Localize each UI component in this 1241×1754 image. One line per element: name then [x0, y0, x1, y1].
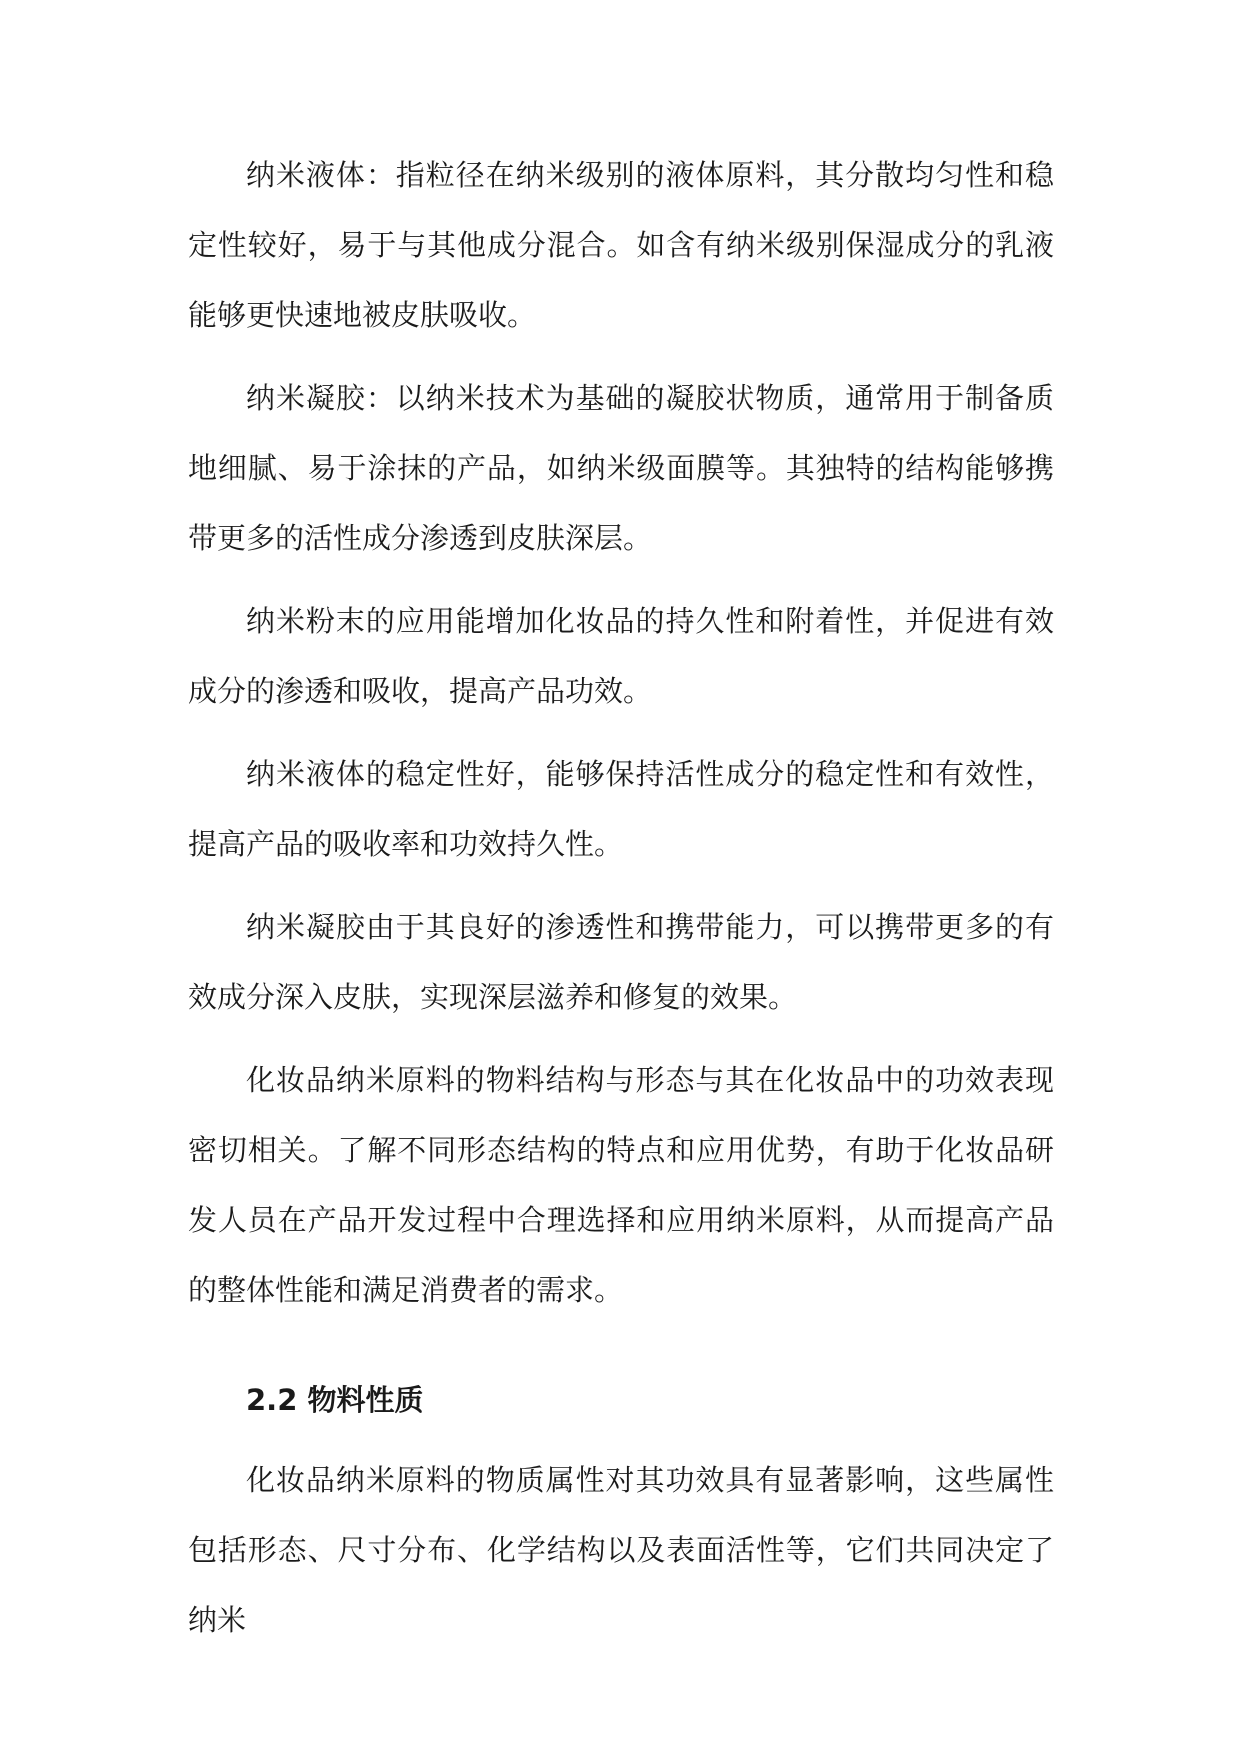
paragraph-nano-liquid: 纳米液体：指粒径在纳米级别的液体原料，其分散均匀性和稳定性较好，易于与其他成分混合。如含有纳米级别保湿成分的乳液能够更快速地被皮肤吸收。	[188, 158, 1054, 332]
section-heading: 2.2 物料性质	[246, 1383, 424, 1417]
paragraph-nano-gel-penetration: 纳米凝胶由于其良好的渗透性和携带能力，可以携带更多的有效成分深入皮肤，实现深层滋养和修复的效果。	[188, 910, 1054, 1014]
paragraph-structure-summary: 化妆品纳米原料的物料结构与形态与其在化妆品中的功效表现密切相关。了解不同形态结构的特点和应用优势，有助于化妆品研发人员在产品开发过程中合理选择和应用纳米原料，从而提高产品的整体性能和满足消费者的需求。	[188, 1063, 1054, 1307]
document-page	[188, 140, 1054, 1668]
paragraph-nano-powder-application: 纳米粉末的应用能增加化妆品的持久性和附着性，并促进有效成分的渗透和吸收，提高产品功效。	[188, 604, 1054, 708]
paragraph-nano-gel: 纳米凝胶：以纳米技术为基础的凝胶状物质，通常用于制备质地细腻、易于涂抹的产品，如纳米级面膜等。其独特的结构能够携带更多的活性成分渗透到皮肤深层。	[188, 381, 1054, 555]
paragraph-nano-liquid-stability: 纳米液体的稳定性好，能够保持活性成分的稳定性和有效性，提高产品的吸收率和功效持久性。	[188, 757, 1054, 861]
paragraph-material-properties: 化妆品纳米原料的物质属性对其功效具有显著影响，这些属性包括形态、尺寸分布、化学结构以及表面活性等，它们共同决定了纳米	[188, 1463, 1054, 1637]
